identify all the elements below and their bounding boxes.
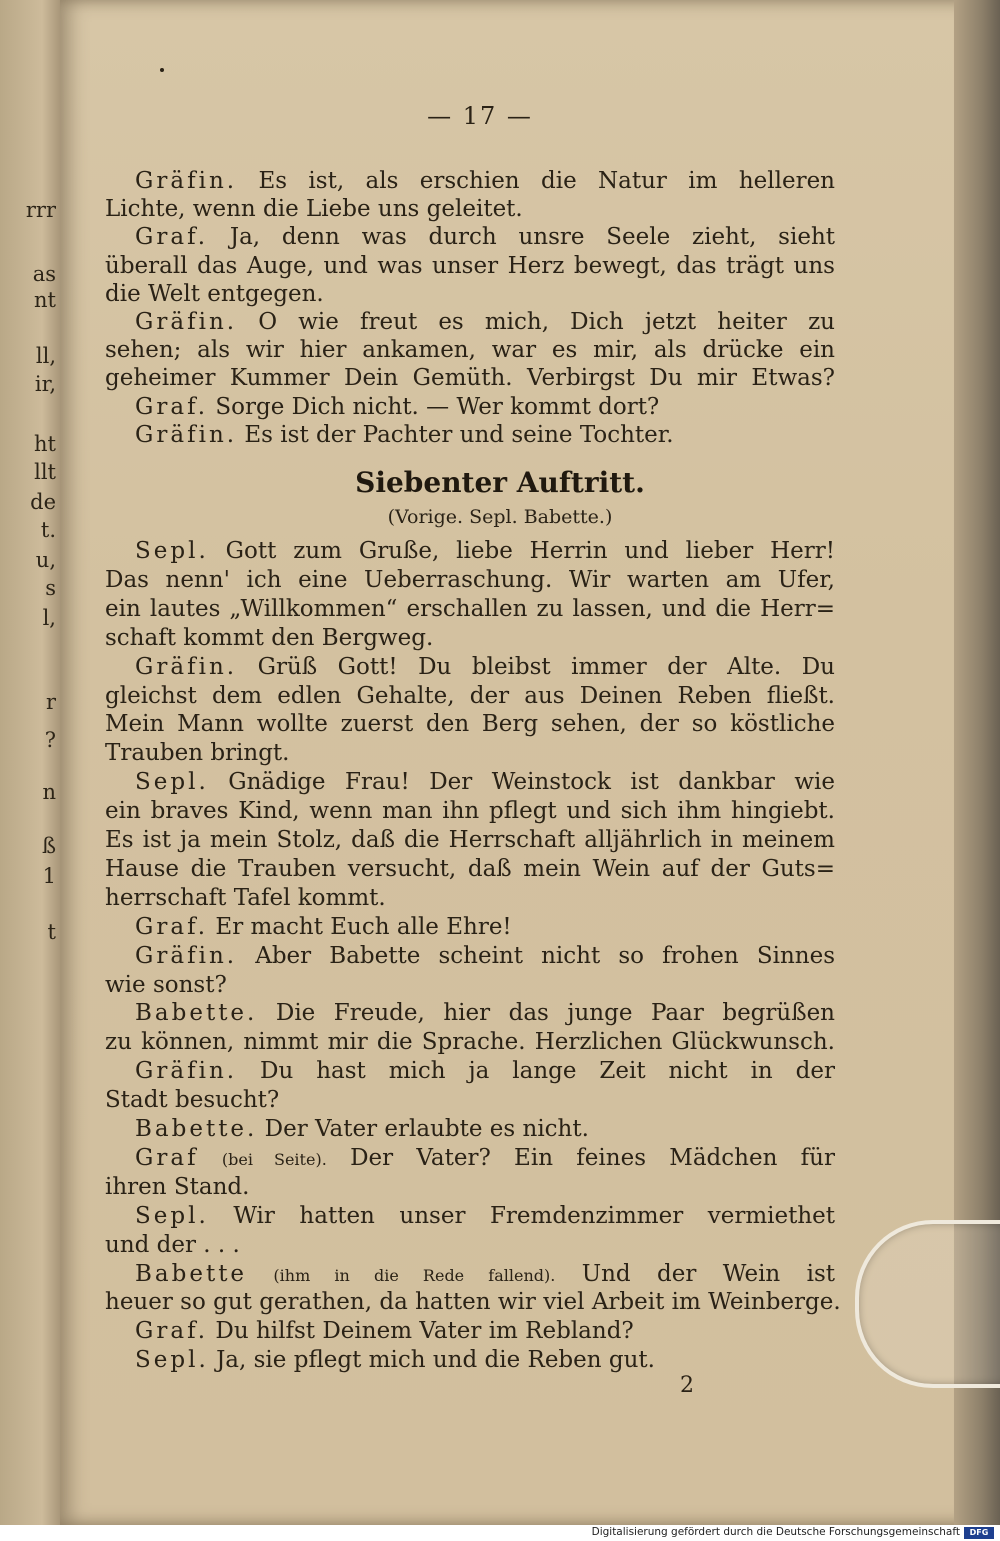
facing-page-fragment: ll,: [35, 344, 56, 368]
page-number: — 17 —: [427, 102, 533, 130]
speaker-name: Graf: [135, 1144, 199, 1171]
speaker-name: Gräfin.: [135, 309, 238, 335]
line-text: Wir hatten unser Fremdenzimmer vermiethet: [233, 1202, 836, 1229]
line-text: Gott zum Gruße, liebe Herrin und lieber Herr!: [225, 538, 835, 564]
text-line: [105, 1172, 835, 1202]
text-line: [105, 594, 835, 624]
speaker-name: Gräfin.: [135, 653, 238, 680]
text-line: [105, 1259, 835, 1289]
speaker-name: Gräfin.: [135, 168, 238, 194]
text-line: [105, 392, 835, 422]
line-text: und der . . .: [105, 1231, 240, 1258]
line-text: ihren Stand.: [105, 1173, 250, 1200]
facing-page-margin: [0, 0, 60, 1525]
line-text: überall das Auge, und was unser Herz bewegt, das trägt uns: [105, 252, 835, 279]
facing-page-fragment: s: [45, 576, 56, 600]
speaker-name: Babette: [135, 1260, 248, 1287]
line-text: Ja, denn was durch unsre Seele zieht, sieht: [229, 224, 836, 251]
text-line: [105, 222, 835, 252]
line-text: Ja, sie pflegt mich und die Reben gut.: [216, 1347, 655, 1374]
line-text: Das nenn' ich eine Ueberraschung. Wir warten am Ufer,: [105, 566, 835, 593]
speaker-name: Graf.: [135, 224, 209, 251]
scene-cast: (Vorige. Sepl. Babette.): [387, 506, 613, 528]
line-text: Stadt besucht?: [105, 1087, 280, 1114]
text-line: [105, 883, 835, 913]
signature-mark: 2: [680, 1373, 694, 1398]
line-text: Der Vater? Ein feines Mädchen für: [350, 1144, 835, 1171]
text-line: [105, 1287, 841, 1317]
facing-page-fragment: de: [30, 490, 56, 514]
line-text: geheimer Kummer Dein Gemüth. Verbirgst Du mir Etwas?: [105, 365, 835, 392]
facing-page-fragment: r: [45, 690, 56, 714]
line-text: Trauben bringt.: [105, 740, 290, 767]
text-line: [105, 166, 835, 196]
text-line: [105, 1201, 835, 1231]
facing-page-fragment: ?: [44, 728, 56, 752]
speaker-name: Gräfin.: [135, 421, 238, 448]
line-text: Und der Wein ist: [581, 1260, 836, 1287]
stage-direction: (bei Seite).: [221, 1149, 327, 1169]
line-text: wie sonst?: [105, 971, 227, 998]
page-clip: [855, 1220, 1000, 1388]
line-text: Lichte, wenn die Liebe uns geleitet.: [105, 196, 523, 223]
line-text: zu können, nimmt mir die Sprache. Herzlichen Glückwunsch.: [105, 1029, 835, 1056]
line-text: sehen; als wir hier ankamen, war es mir, als drücke ein: [105, 337, 835, 364]
text-line: [105, 854, 835, 884]
text-line: [105, 1143, 835, 1173]
line-text: Sorge Dich nicht. — Wer kommt dort?: [215, 393, 660, 420]
line-text: schaft kommt den Bergweg.: [105, 624, 434, 651]
text-line: [105, 1230, 835, 1260]
book-page: [60, 0, 972, 1525]
footer-credit: Digitalisierung gefördert durch die Deutsche Forschungsgemeinschaft: [591, 1526, 960, 1538]
text-line: [105, 652, 835, 682]
text-line: [105, 681, 835, 711]
facing-page-fragment: ir,: [34, 372, 56, 396]
text-line: [105, 251, 835, 281]
speaker-name: Graf.: [135, 393, 209, 420]
facing-page-fragment: ß: [41, 834, 56, 858]
text-line: [105, 941, 835, 971]
digitization-footer: [0, 1525, 1000, 1541]
line-text: Hause die Trauben versucht, daß mein Wein auf der Guts=: [105, 855, 835, 882]
speaker-name: Graf.: [135, 913, 209, 940]
facing-page-fragment: nt: [34, 288, 56, 312]
text-line: [105, 536, 835, 566]
line-text: Gnädige Frau! Der Weinstock ist dankbar wie: [228, 769, 836, 796]
text-line: [105, 709, 835, 739]
facing-page-fragment: llt: [34, 460, 56, 484]
facing-page-fragment: n: [42, 780, 56, 804]
line-text: Es ist der Pachter und seine Tochter.: [244, 421, 674, 448]
line-text: Es ist, als erschien die Natur im helleren: [258, 168, 835, 194]
text-line: [105, 796, 835, 826]
text-line: [105, 1056, 835, 1086]
scene-heading: Siebenter Auftritt.: [355, 466, 645, 499]
facing-page-fragment: as: [32, 262, 56, 286]
text-line: [105, 1316, 835, 1346]
text-line: [105, 1085, 835, 1115]
line-text: Er macht Euch alle Ehre!: [215, 913, 512, 940]
speaker-name: Sepl.: [135, 1347, 209, 1374]
line-text: Du hilfst Deinem Vater im Rebland?: [215, 1318, 634, 1345]
text-line: [105, 279, 835, 309]
text-line: [105, 363, 835, 393]
text-line: [105, 335, 835, 365]
line-text: Grüß Gott! Du bleibst immer der Alte. Du: [257, 653, 835, 680]
line-text: herrschaft Tafel kommt.: [105, 884, 386, 911]
facing-page-fragment: u,: [35, 548, 56, 572]
line-text: O wie freut es mich, Dich jetzt heiter zu: [258, 309, 835, 335]
text-line: [105, 420, 835, 450]
line-text: Mein Mann wollte zuerst den Berg sehen, der so köstliche: [105, 711, 835, 738]
text-line: [105, 912, 835, 942]
line-text: Die Freude, hier das junge Paar begrüßen: [275, 1000, 835, 1027]
dfg-logo-icon: DFG: [964, 1527, 994, 1539]
text-line: [105, 825, 835, 855]
text-line: [105, 1114, 835, 1144]
line-text: die Welt entgegen.: [105, 280, 324, 307]
speaker-name: Babette.: [135, 1116, 258, 1142]
facing-page-fragment: t.: [40, 518, 56, 542]
facing-page-fragment: t: [47, 920, 56, 944]
facing-page-fragment: ht: [34, 432, 56, 456]
speaker-name: Gräfin.: [135, 1058, 238, 1085]
facing-page-fragment: rrr: [25, 198, 56, 222]
line-text: Du hast mich ja lange Zeit nicht in der: [260, 1058, 836, 1085]
speaker-name: Sepl.: [135, 538, 209, 564]
speaker-name: Babette.: [135, 1000, 258, 1027]
stage-direction: (ihm in die Rede fallend).: [273, 1265, 556, 1285]
line-text: Aber Babette scheint nicht so frohen Sinnes: [255, 942, 836, 969]
line-text: heuer so gut gerathen, da hatten wir viel Arbeit im Weinberge.: [105, 1289, 841, 1316]
facing-page-fragment: l,: [42, 606, 56, 630]
text-line: [105, 194, 835, 224]
text-line: [105, 623, 835, 653]
line-text: Der Vater erlaubte es nicht.: [264, 1116, 589, 1142]
text-line: [105, 970, 835, 1000]
speaker-name: Sepl.: [135, 769, 209, 796]
text-line: [105, 998, 835, 1028]
line-text: gleichst dem edlen Gehalte, der aus Deinen Reben fließt.: [105, 682, 835, 709]
text-line: [105, 565, 835, 595]
text-line: [105, 738, 835, 768]
ink-speck: [160, 68, 164, 72]
speaker-name: Sepl.: [135, 1202, 209, 1229]
line-text: ein braves Kind, wenn man ihn pflegt und sich ihm hingiebt.: [105, 798, 835, 825]
line-text: ein lautes „Willkommen“ erschallen zu lassen, und die Herr=: [105, 595, 835, 622]
text-line: [105, 307, 835, 337]
speaker-name: Gräfin.: [135, 942, 238, 969]
facing-page-fragment: 1: [42, 864, 56, 888]
text-line: [105, 767, 835, 797]
text-line: [105, 1027, 835, 1057]
text-line: [105, 1345, 835, 1375]
line-text: Es ist ja mein Stolz, daß die Herrschaft alljährlich in meinem: [105, 827, 835, 853]
speaker-name: Graf.: [135, 1318, 209, 1345]
